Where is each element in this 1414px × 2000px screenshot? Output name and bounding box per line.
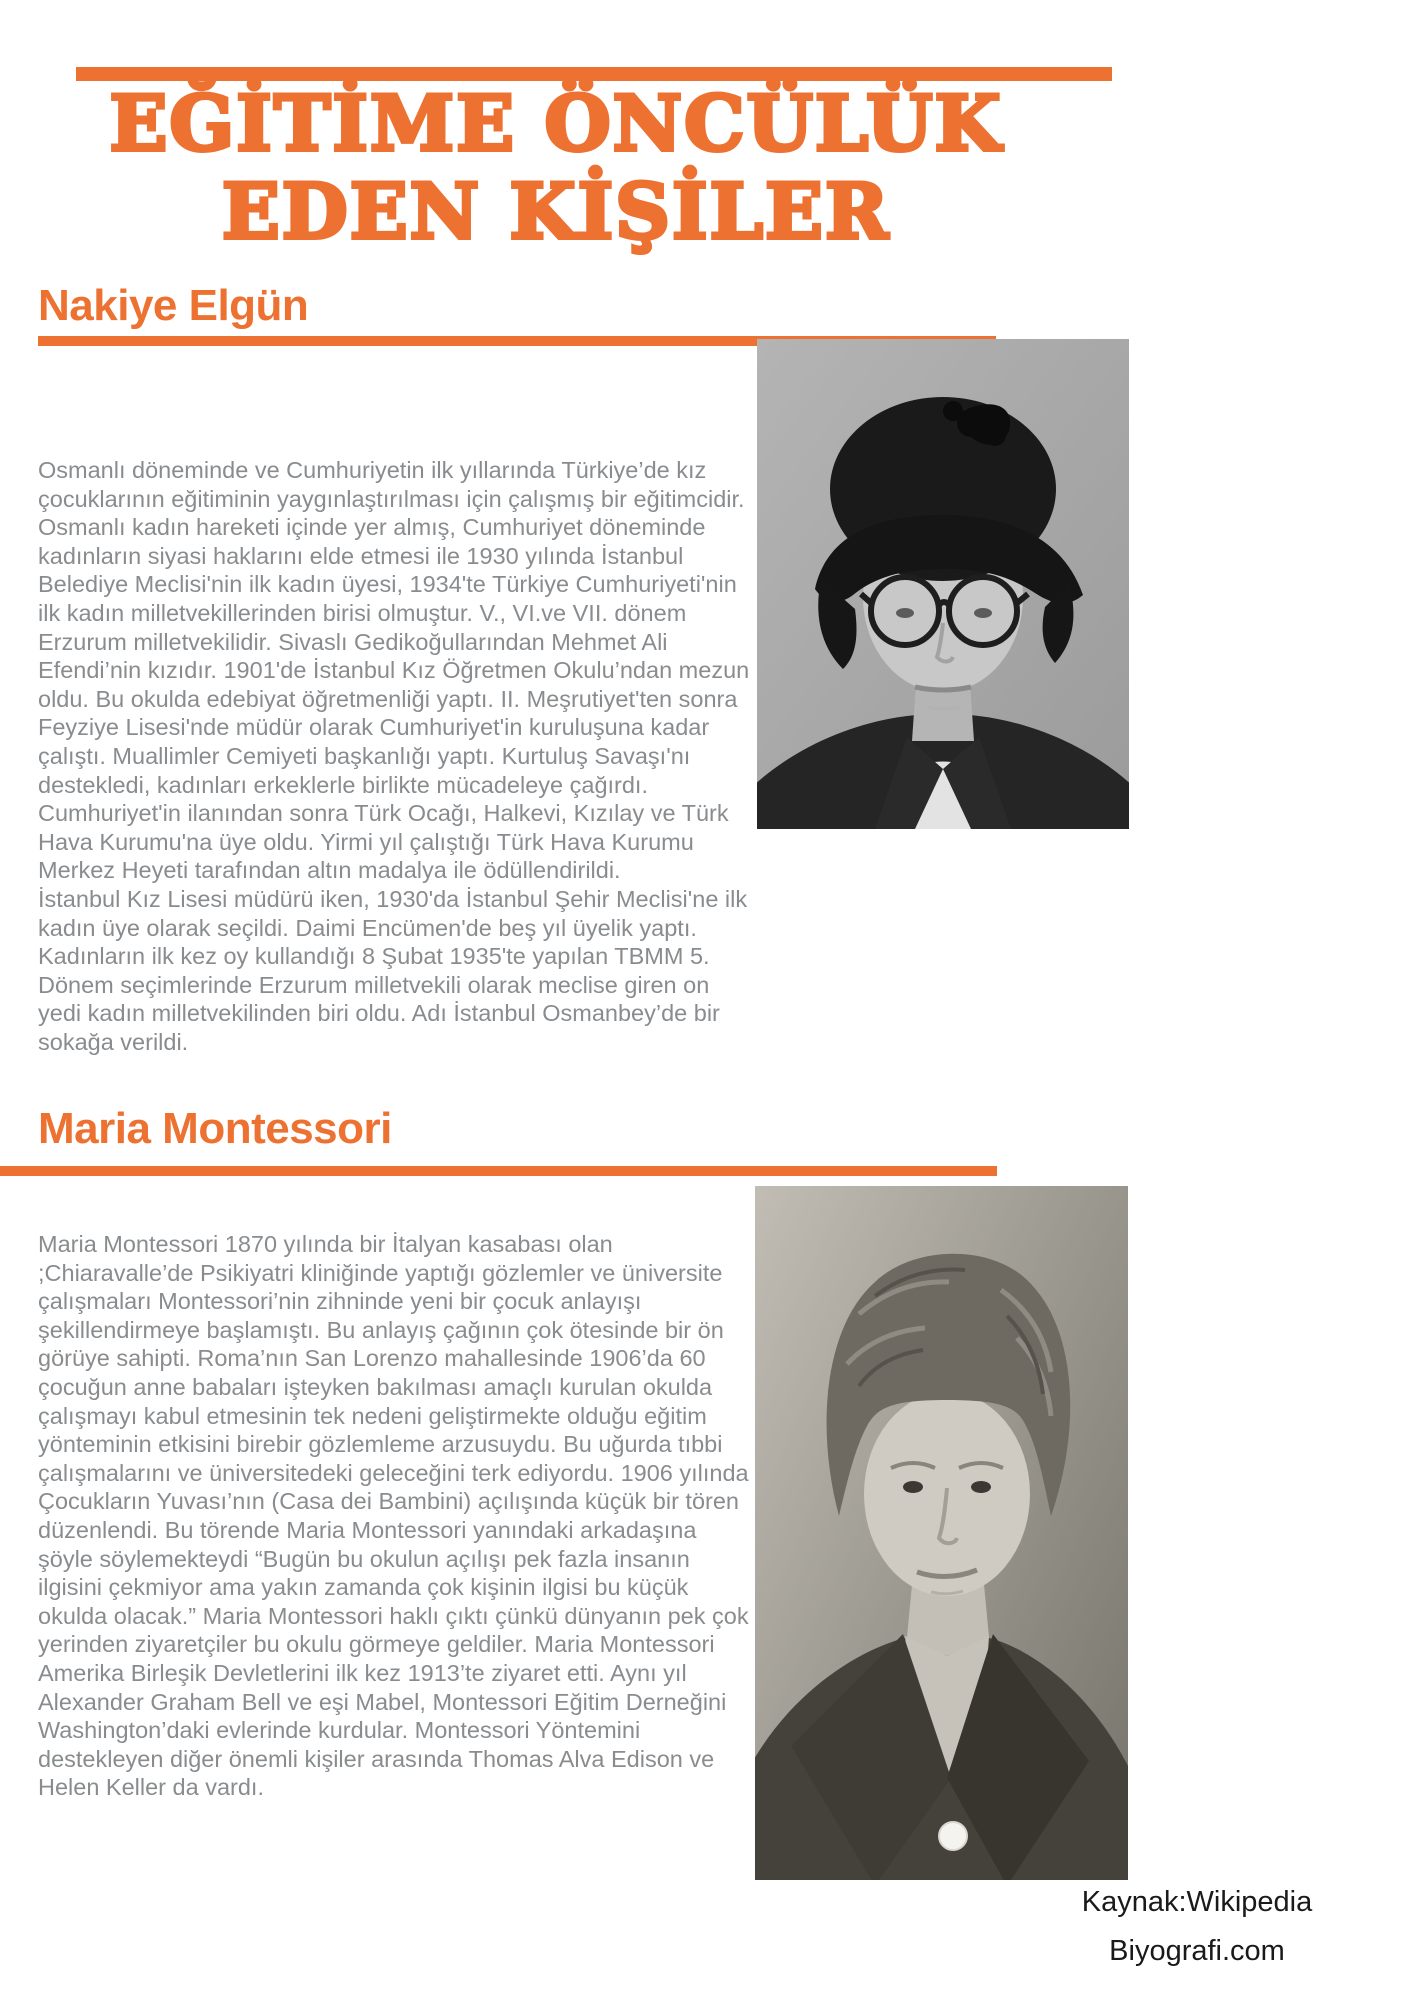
photo-nakiye-elgun xyxy=(757,339,1129,829)
page-title xyxy=(0,80,1112,256)
section-heading-nakiye-elgun: Nakiye Elgün xyxy=(38,281,309,330)
heading-underline-maria xyxy=(0,1166,997,1176)
nakiye-portrait-illustration xyxy=(757,339,1129,829)
source-caption-line2: Biyografi.com xyxy=(1109,1935,1285,1967)
paragraph: Maria Montessori 1870 yılında bir İtalyan kasabası olan ;Chiaravalle’de Psikiyatri kliniğinde yaptığı gözlemler ve üniversite çalışmaları Montessori’nin zihninde yeni bir çocuk anlayışı şekillendirmeye başlamıştı. Bu anlayış çağının çok ötesinde bir ön görüye sahipti. Roma’nın San Lorenzo mahallesinde 1906’da 60 çocuğun anne babaları işteyken bakılması amaçlı kurulan okulda çalışmayı kabul etmesinin tek nedeni geliştirmekte olduğu eğitim yönteminin etkisini birebir gözlemleme arzusuydu. Bu uğurda tıbbi çalışmalarını ve üniversitedeki geleceğini terk ediyordu. 1906 yılında Çocukların Yuvası’nın (Casa dei Bambini) açılışında küçük bir tören düzenlendi. Bu törende Maria Montessori yanındaki arkadaşına şöyle söylemekteydi “Bugün bu okulun açılışı pek fazla insanın ilgisini çekmiyor ama yakın zamanda çok kişinin ilgisi bu küçük okulda olacak.” Maria Montessori haklı çıktı çünkü dünyanın pek çok yerinden ziyaretçiler bu okulu görmeye geldiler. Maria Montessori Amerika Birleşik Devletlerini ilk kez 1913’te ziyaret etti. Aynı yıl Alexander Graham Bell ve eşi Mabel, Montessori Eğitim Derneğini Washington’daki evlerinde kurdular. Montessori Yöntemini destekleyen diğer önemli kişiler arasında Thomas Alva Edison ve Helen Keller da vardı. xyxy=(38,1231,749,1801)
section-heading-maria-montessori: Maria Montessori xyxy=(38,1104,392,1153)
paragraph: İstanbul Kız Lisesi müdürü iken, 1930'da İstanbul Şehir Meclisi'ne ilk kadın üye olarak seçildi. Daimi Encümen'de beş yıl üyelik yaptı. Kadınların ilk kez oy kullandığı 8 Şubat 1935'te yapılan TBMM 5. Dönem seçimlerinde Erzurum milletvekili olarak meclise giren on yedi kadın milletvekilinden biri oldu. Adı İstanbul Osmanbey’de bir sokağa verildi. xyxy=(38,885,748,1055)
photo-maria-montessori xyxy=(755,1186,1128,1880)
maria-portrait-illustration xyxy=(755,1186,1128,1880)
page-title-line1: EĞİTİME ÖNCÜLÜK xyxy=(109,79,1003,168)
article-text-maria xyxy=(38,1230,752,1802)
article-text-nakiye xyxy=(38,456,752,1056)
source-caption xyxy=(1047,1878,1347,1976)
source-caption-line1: Kaynak:Wikipedia xyxy=(1081,1886,1313,1918)
paragraph: Osmanlı döneminde ve Cumhuriyetin ilk yıllarında Türkiye’de kız çocuklarının eğitiminin yaygınlaştırılması için çalışmış bir eğitimcidir. Osmanlı kadın hareketi içinde yer almış, Cumhuriyet döneminde kadınların siyasi haklarını elde etmesi ile 1930 yılında İstanbul Belediye Meclisi'nin ilk kadın üyesi, 1934'te Türkiye Cumhuriyeti'nin ilk kadın milletvekillerinden birisi olmuştur. V., VI.ve VII. dönem Erzurum milletvekilidir. Sivaslı Gedikoğullarından Mehmet Ali Efendi’nin kızıdır. 1901'de İstanbul Kız Öğretmen Okulu’ndan mezun oldu. Bu okulda edebiyat öğretmenliği yaptı. II. Meşrutiyet'ten sonra Feyziye Lisesi'nde müdür olarak Cumhuriyet'in kuruluşuna kadar çalıştı. Muallimler Cemiyeti başkanlığı yaptı. Kurtuluş Savaşı'nı destekledi, kadınları erkeklerle birlikte mücadeleye çağırdı. Cumhuriyet'in ilanından sonra Türk Ocağı, Halkevi, Kızılay ve Türk Hava Kurumu'na üye oldu. Yirmi yıl çalıştığı Türk Hava Kurumu Merkez Heyeti tarafından altın madalya ile ödüllendirildi. xyxy=(38,457,750,884)
page-title-line2: EDEN KİŞİLER xyxy=(221,167,891,256)
